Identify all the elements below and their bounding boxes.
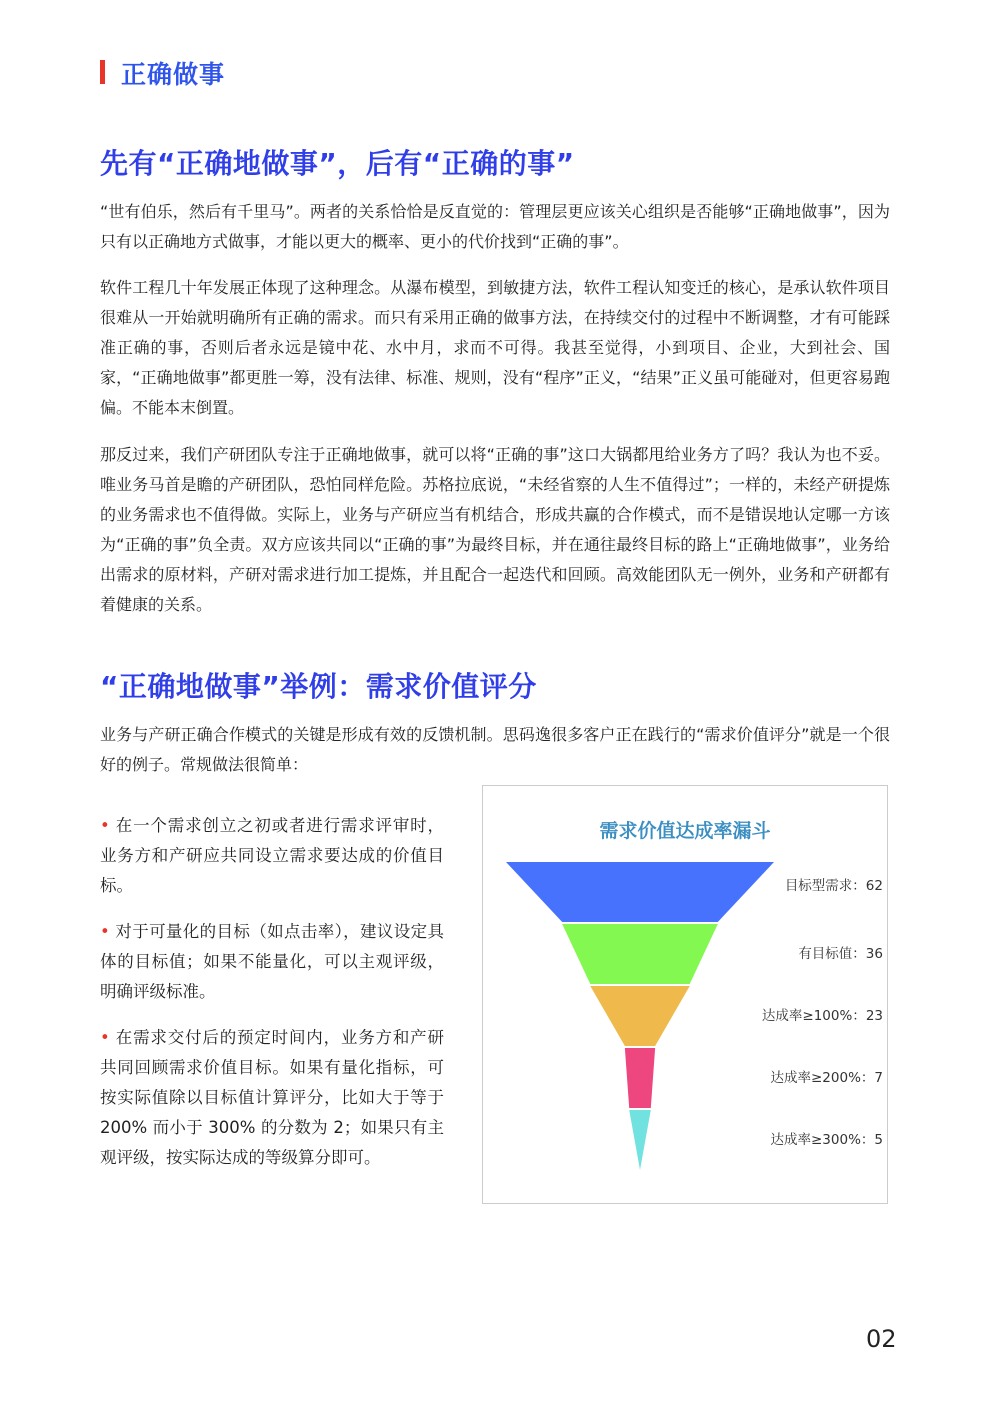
funnel-segment (625, 1048, 655, 1108)
chart-title: 需求价值达成率漏斗 (599, 820, 771, 842)
section-marker (100, 60, 105, 84)
bullet-list (100, 811, 444, 1189)
funnel-label: 有目标值：36 (798, 946, 883, 962)
funnel-segment (590, 986, 689, 1046)
paragraph-2: 软件工程几十年发展正体现了这种理念。从瀑布模型，到敏捷方法，软件工程认知变迁的核心，是承认软件项目很难从一开始就明确所有正确的需求。而只有采用正确的做事方法，在持续交付的过程中不断调整，才有可能踩准正确的事，否则后者永远是镜中花、水中月，求而不可得。我甚至觉得，小到项目、企业，大到社会、国家，“正确地做事”都更胜一筹，没有法律、标准、规则，没有“程序”正义，“结果”正义虽可能碰对，但更容易跑偏。不能本末倒置。 (100, 278, 890, 417)
bullet-text: 在一个需求创立之初或者进行需求评审时，业务方和产研应共同设立需求要达成的价值目标。 (100, 816, 444, 895)
funnel-label: 目标型需求：62 (784, 878, 883, 894)
bullet-item (100, 1023, 444, 1173)
bullet-mark: • (100, 1028, 110, 1047)
funnel-segment (506, 862, 774, 922)
funnel-label: 达成率≥300%：5 (770, 1132, 883, 1148)
funnel-chart (482, 785, 888, 1204)
bullet-item (100, 917, 444, 1007)
section-title: 正确做事 (121, 60, 226, 89)
bullet-mark: • (100, 816, 110, 835)
paragraph-3: 那反过来，我们产研团队专注于正确地做事，就可以将“正确的事”这口大锅都甩给业务方了吗？我认为也不妥。唯业务马首是瞻的产研团队，恐怕同样危险。苏格拉底说，“未经省察的人生不值得过”；一样的，未经产研提炼的业务需求也不值得做。实际上，业务与产研应当有机结合，形成共赢的合作模式，而不是错误地认定哪一方该为“正确的事”负全责。双方应该共同以“正确的事”为最终目标，并在通往最终目标的路上“正确地做事”，业务给出需求的原材料，产研对需求进行加工提炼，并且配合一起迭代和回顾。高效能团队无一例外，业务和产研都有着健康的关系。 (100, 445, 890, 614)
funnel-segment (629, 1110, 651, 1170)
funnel-label: 达成率≥200%：7 (770, 1070, 883, 1086)
paragraph-1: “世有伯乐，然后有千里马”。两者的关系恰恰是反直觉的：管理层更应该关心组织是否能够“正确地做事”，因为只有以正确地方式做事，才能以更大的概率、更小的代价找到“正确的事”。 (100, 202, 890, 251)
heading-1: 先有“正确地做事”，后有“正确的事” (100, 147, 575, 180)
funnel-segment (562, 924, 718, 984)
bullet-text: 对于可量化的目标（如点击率），建议设定具体的目标值；如果不能量化，可以主观评级，明确评级标准。 (100, 922, 444, 1001)
funnel-label: 达成率≥100%：23 (761, 1008, 883, 1024)
intro-paragraph: 业务与产研正确合作模式的关键是形成有效的反馈机制。思码逸很多客户正在践行的“需求价值评分”就是一个很好的例子。常规做法很简单： (100, 725, 890, 774)
bullet-mark: • (100, 922, 110, 941)
heading-2: “正确地做事”举例：需求价值评分 (100, 670, 537, 703)
page-number: 02 (866, 1325, 897, 1353)
bullet-item (100, 811, 444, 901)
bullet-text: 在需求交付后的预定时间内，业务方和产研共同回顾需求价值目标。如果有量化指标，可按实际值除以目标值计算评分，比如大于等于 200% 而小于 300% 的分数为 2；如果只有主观评级，按实际达成的等级算分即可。 (100, 1028, 444, 1167)
